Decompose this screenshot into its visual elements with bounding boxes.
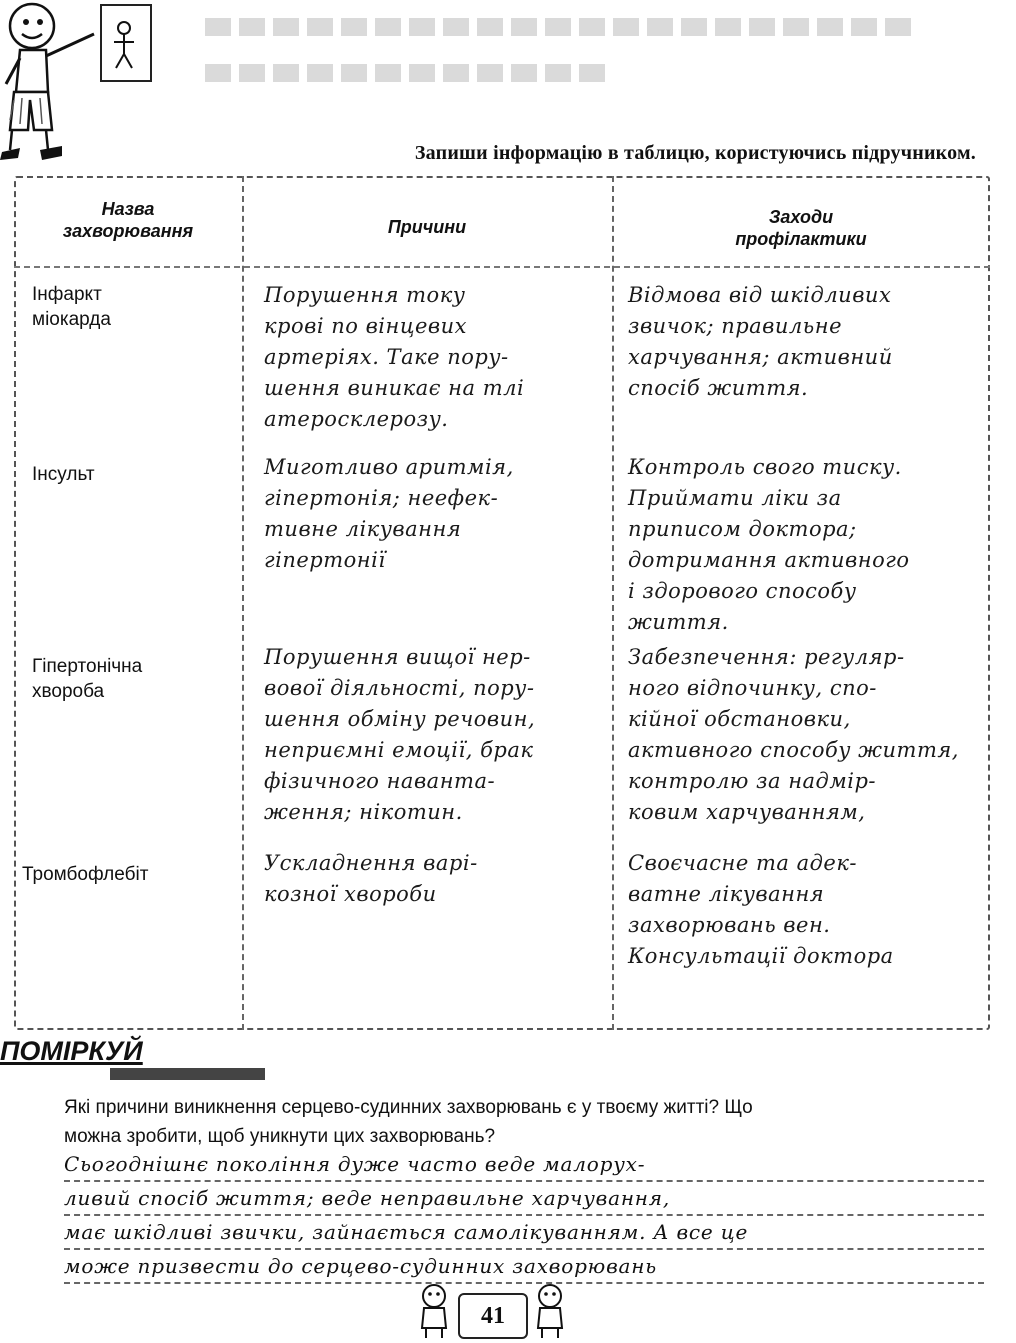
think-question: Які причини виникнення серцево-судинних захворювань є у твоєму житті? Що можна зробити, щоб уникнути цих захворювань? xyxy=(64,1097,753,1147)
prevention-cell: Своєчасне та адек- ватне лікування захворювань вен. Консультації доктора xyxy=(628,851,894,968)
header-disease-name: Назва захворювання xyxy=(62,199,194,241)
answer-line: Сьогоднішнє покоління дуже часто веде малорух- xyxy=(64,1148,984,1182)
prevention-cell: Забезпечення: регуляр- ного відпочинку, спо- кійної обстановки, активного способу життя, контролю за надмір- ковим харчуванням, xyxy=(628,645,959,824)
disease-name: Тромбофлебіт xyxy=(22,864,149,885)
causes-cell: Порушення вищої нер- вової діяльності, пору- шення обміну речовин, неприємні емоції, брак фізичного наванта- ження; нікотин. xyxy=(264,645,536,824)
kid-left-icon xyxy=(414,1282,454,1340)
answer-line: може призвести до серцево-судинних захворювань xyxy=(64,1250,984,1284)
header-causes: Причини xyxy=(387,217,467,237)
poster-figure-icon xyxy=(100,4,152,82)
header-prevention: Заходи профілактики xyxy=(735,207,867,249)
page-number: 41 xyxy=(458,1293,528,1339)
disease-table xyxy=(14,176,990,1030)
prevention-cell: Контроль свого тиску. Приймати ліки за приписом доктора; дотримання активного і здорового способу життя. xyxy=(628,455,910,634)
disease-name: Інфаркт міокарда xyxy=(32,284,111,330)
prevention-cell: Відмова від шкідливих звичок; правильне харчування; активний спосіб життя. xyxy=(628,283,893,400)
answer-lines xyxy=(64,1148,984,1284)
instruction-text: Запиши інформацію в таблицю, користуючись підручником. xyxy=(414,142,976,164)
causes-cell: Порушення току крові по вінцевих артеріях. Таке пору- шення виникає на тлі атеросклерозу. xyxy=(264,283,525,431)
heading-underline-bar xyxy=(110,1068,265,1080)
disease-name: Інсульт xyxy=(32,464,95,485)
faded-heading xyxy=(205,8,925,88)
think-heading: ПОМІРКУЙ xyxy=(0,1036,143,1066)
answer-line: має шкідливі звички, зайнається самолікуванням. А все це xyxy=(64,1216,984,1250)
causes-cell: Ускладнення варі- козної хвороби xyxy=(264,851,478,906)
causes-cell: Миготливо аритмія, гіпертонія; неефек- тивне лікування гіпертонії xyxy=(264,455,514,572)
disease-name: Гіпертонічна хвороба xyxy=(32,656,143,702)
answer-line: ливий спосіб життя; веде неправильне харчування, xyxy=(64,1182,984,1216)
kid-right-icon xyxy=(530,1282,570,1340)
